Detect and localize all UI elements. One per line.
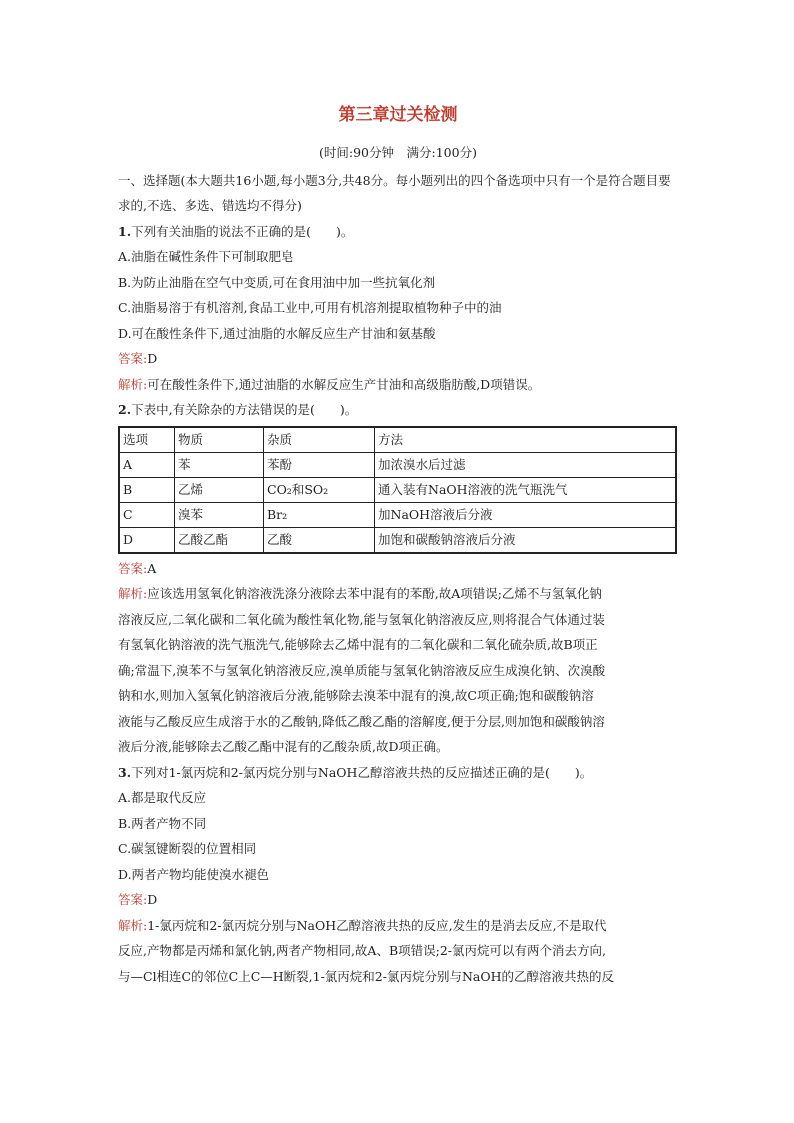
question-text: 下表中,有关除杂的方法错误的是( )。 xyxy=(131,402,358,417)
table-cell: 乙酸 xyxy=(264,527,375,553)
question-2-stem xyxy=(118,397,678,423)
table-cell: A xyxy=(119,452,175,477)
question-1-stem xyxy=(118,219,678,245)
answer-value: D xyxy=(147,351,158,366)
answer-line xyxy=(118,346,678,372)
table-cell: B xyxy=(119,477,175,502)
table-cell: 苯 xyxy=(175,452,264,477)
answer-value: D xyxy=(147,892,158,907)
table-row xyxy=(119,527,676,553)
option-c: C.油脂易溶于有机溶剂,食品工业中,可用有机溶剂提取植物种子中的油 xyxy=(118,300,502,315)
explanation-label: 解析: xyxy=(118,586,148,601)
table-cell: C xyxy=(119,502,175,527)
table-cell: 乙酸乙酯 xyxy=(175,527,264,553)
table-cell: D xyxy=(119,527,175,553)
table-cell: 溴苯 xyxy=(175,502,264,527)
explanation xyxy=(118,913,678,939)
table-header-cell: 杂质 xyxy=(264,427,375,453)
question-number: 3. xyxy=(118,764,132,780)
table-cell: 苯酚 xyxy=(264,452,375,477)
question-text: 下列对1-氯丙烷和2-氯丙烷分别与NaOH乙醇溶液共热的反应描述正确的是( )。 xyxy=(131,764,593,780)
explanation-line: 液后分液,能够除去乙酸乙酯中混有的乙酸杂质,故D项正确。 xyxy=(118,739,449,754)
explanation-line: 液能与乙酸反应生成溶于水的乙酸钠,降低乙酸乙酯的溶解度,便于分层,则加饱和碳酸钠溶 xyxy=(118,713,605,729)
explanation-line: 有氢氧化钠溶液的洗气瓶洗气,能够除去乙烯中混有的二氧化碳和二氧化硫杂质,故B项正 xyxy=(118,637,598,652)
table-header-row xyxy=(119,427,676,453)
explanation-label: 解析: xyxy=(118,917,148,933)
table-header-cell: 物质 xyxy=(175,427,264,453)
impurity-table xyxy=(118,426,677,554)
table-cell: 加浓溴水后过滤 xyxy=(375,452,677,477)
explanation-text: 1-氯丙烷和2-氯丙烷分别与NaOH乙醇溶液共热的反应,发生的是消去反应,不是取代 xyxy=(147,917,607,933)
option-d: D.两者产物均能使溴水褪色 xyxy=(118,866,270,882)
answer-line xyxy=(118,887,678,913)
option-b: B.为防止油脂在空气中变质,可在食用油中加一些抗氧化剂 xyxy=(118,274,436,290)
table-cell: CO₂和SO₂ xyxy=(264,477,375,502)
explanation-line: 溶液反应,二氧化碳和二氧化硫为酸性氧化物,能与氢氧化钠溶液反应,则将混合气体通过装 xyxy=(118,611,605,627)
table-cell: Br₂ xyxy=(264,502,375,527)
explanation xyxy=(118,372,678,398)
table-cell: 加饱和碳酸钠溶液后分液 xyxy=(375,527,677,553)
question-number: 1. xyxy=(118,223,132,239)
explanation xyxy=(118,581,678,607)
explanation-text: 应该选用氢氧化钠溶液洗涤分液除去苯中混有的苯酚,故A项错误;乙烯不与氢氧化钠 xyxy=(147,586,602,601)
table-cell: 通入装有NaOH溶液的洗气瓶洗气 xyxy=(375,477,677,502)
answer-label: 答案: xyxy=(118,560,148,576)
explanation-line: 确;常温下,溴苯不与氢氧化钠溶液反应,溴单质能与氢氧化钠溶液反应生成溴化钠、次溴酸 xyxy=(118,662,606,678)
explanation-text: 可在酸性条件下,通过油脂的水解反应生产甘油和高级脂肪酸,D项错误。 xyxy=(147,376,541,392)
question-3-stem xyxy=(118,760,678,786)
table-header-cell: 选项 xyxy=(119,427,175,453)
table-row xyxy=(119,502,676,527)
table-header-cell: 方法 xyxy=(375,427,677,453)
table-cell: 乙烯 xyxy=(175,477,264,502)
option-c: C.碳氢键断裂的位置相同 xyxy=(118,841,257,856)
option-a: A.都是取代反应 xyxy=(118,790,207,805)
table-row xyxy=(119,477,676,502)
answer-label: 答案: xyxy=(118,351,148,366)
option-b: B.两者产物不同 xyxy=(118,815,207,831)
explanation-line: 钠和水,则加入氢氧化钠溶液后分液,能够除去溴苯中混有的溴,故C项正确;饱和碳酸钠溶 xyxy=(118,688,594,703)
document-page xyxy=(118,96,678,989)
option-d: D.可在酸性条件下,通过油脂的水解反应生产甘油和氨基酸 xyxy=(118,325,436,341)
question-text: 下列有关油脂的说法不正确的是( )。 xyxy=(131,223,354,239)
answer-value: A xyxy=(147,560,157,576)
section-instructions: 一、选择题(本大题共16小题,每小题3分,共48分。每小题列出的四个备选项中只有一个是符合题目要求的,不选、多选、错选均不得分) xyxy=(118,172,671,213)
question-number: 2. xyxy=(118,402,132,417)
answer-line xyxy=(118,556,678,582)
answer-label: 答案: xyxy=(118,892,148,907)
table-cell: 加NaOH溶液后分液 xyxy=(375,502,677,527)
page-title: 第三章过关检测 xyxy=(338,105,458,125)
exam-info: (时间:90分钟 满分:100分) xyxy=(319,145,477,160)
explanation-line: 与—Cl相连C的邻位C上C—H断裂,1-氯丙烷和2-氯丙烷分别与NaOH的乙醇溶液共热的反 xyxy=(118,968,615,984)
option-a: A.油脂在碱性条件下可制取肥皂 xyxy=(118,249,294,264)
table-row xyxy=(119,452,676,477)
explanation-line: 反应,产物都是丙烯和氯化钠,两者产物相同,故A、B项错误;2-氯丙烷可以有两个消去方向, xyxy=(118,943,606,958)
explanation-label: 解析: xyxy=(118,376,148,392)
